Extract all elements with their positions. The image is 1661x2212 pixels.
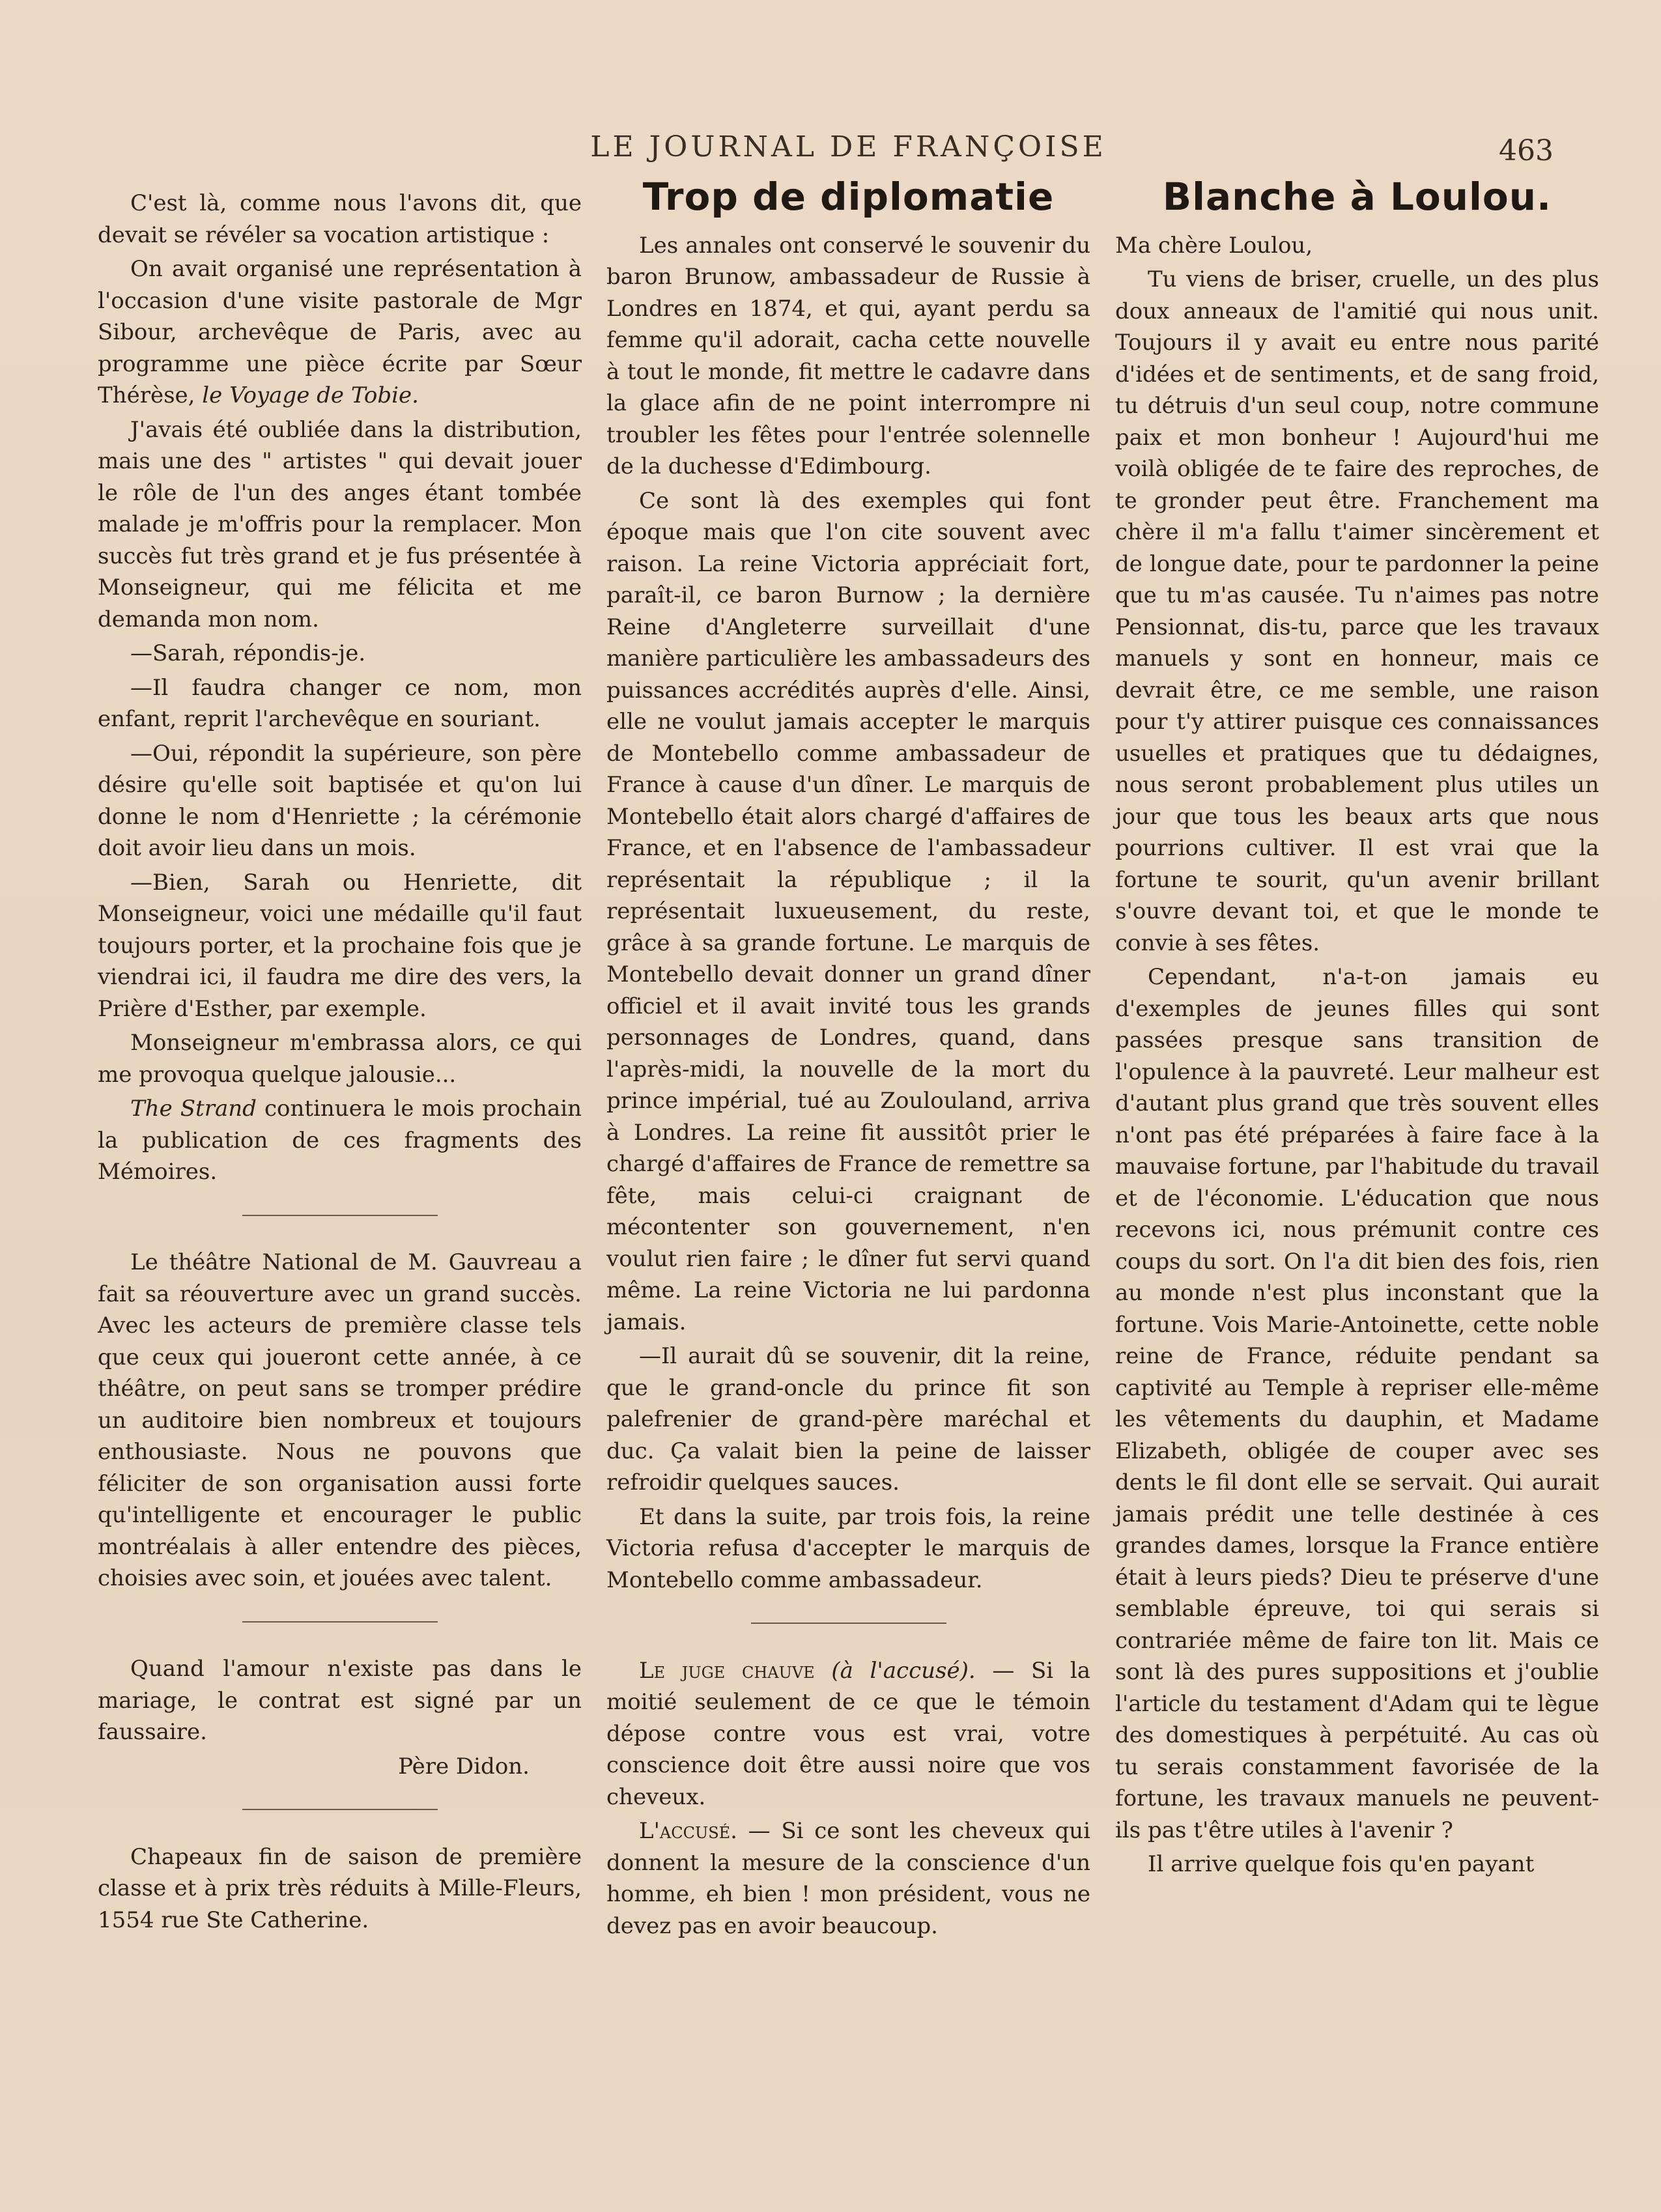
paragraph: Ce sont là des exemples qui font époque mais que l'on cite souvent avec raison. La reine Victoria appréciait fort, paraît-il, ce baron Burnow ; la dernière Reine d'Angleterre surveillait d'une manière particulière les ambassadeurs des puissances accrédités auprès d'elle. Ainsi, elle ne voulut jamais accepter le marquis de Montebello comme ambassadeur de France à cause d'un dîner. Le marquis de Montebello était alors chargé d'affaires de France, et en l'absence de l'ambassadeur représentait la république ; il la représentait luxueusement, du reste, grâce à sa grande fortune. Le marquis de Montebello devait donner un grand dîner officiel et il avait invité tous les grands personnages de Londres, quand, dans l'après-midi, la nouvelle de la mort du prince impérial, tué au Zoulouland, arriva à Londres. La reine fit aussitôt prier le chargé d'affaires de France de remettre sa fête, mais celui-ci craignant de mécontenter son gouvernement, n'en voulut rien faire ; le dîner fut servi quand même. La reine Victoria ne lui pardonna jamais. [606, 487, 1090, 1335]
paragraph: C'est là, comme nous l'avons dit, que devait se révéler sa vocation artistique : [98, 190, 582, 248]
strand-title: The Strand [130, 1096, 257, 1122]
paragraph: Et dans la suite, par trois fois, la reine Victoria refusa d'accepter le marquis de Montebello comme ambassadeur. [606, 1503, 1090, 1593]
salutation: Ma chère Loulou, [1115, 232, 1313, 259]
paragraph: Monseigneur m'embrassa alors, ce qui me provoqua quelque jalousie... [98, 1030, 582, 1088]
quote: Quand l'amour n'existe pas dans le mariage, le contrat est signé par un faussaire. [98, 1656, 582, 1745]
paragraph [98, 253, 582, 412]
accused-text: — Si ce sont les cheveux qui donnent la mesure de la conscience d'un homme, eh bien ! mon président, vous ne devez pas en avoir beaucoup. [606, 1818, 1090, 1939]
paragraph: —Il faudra changer ce nom, mon enfant, reprit l'archevêque en souriant. [98, 674, 582, 732]
paragraph: —Sarah, répondis-je. [130, 640, 366, 666]
paragraph-text: On avait organisé une représentation à l'occasion d'une visite pastorale de Mgr Sibour, archevêque de Paris, avec au programme une pièce écrite par Sœur Thérèse, [98, 256, 582, 408]
separator-ornament [98, 1198, 582, 1230]
columns [98, 175, 1599, 1944]
paragraph: —Bien, Sarah ou Henriette, dit Monseigneur, voici une médaille qu'il faut toujours porter, et la prochaine fois que je viendrai ici, il faudra me dire des vers, la Prière d'Esther, par exemple. [98, 869, 582, 1022]
paragraph: Il arrive quelque fois qu'en payant [1148, 1851, 1535, 1877]
paragraph: Cependant, n'a-t-on jamais eu d'exemples de jeunes filles qui sont passées presque sans transition de l'opulence à la pauvreté. Leur malheur est d'autant plus grand que très souvent elles n'ont pas été préparées à faire face à la mauvaise fortune, par l'habitude du travail et de l'économie. L'éducation que nous recevons ici, nous prémunit contre ces coups du sort. On l'a dit bien des fois, rien au monde n'est plus inconstant que la fortune. Vois Marie-Antoinette, cette noble reine de France, réduite pendant sa captivité au Temple à repriser elle-même les vêtements du dauphin, et Madame Elizabeth, obligée de couper avec ses dents le fil dont elle se servait. Qui aurait jamais prédit une telle destinée à ces grandes dames, lorsque la France entière était à leurs pieds? Dieu te préserve d'une semblable épreuve, toi qui serais si contrariée même de faire ton lit. Mais ce sont là des pures suppositions et j'oublie l'article du testament d'Adam qui te lègue des domestiques à perpétuité. Au cas où tu serais constamment favorisée de la fortune, les travaux manuels ne peuvent-ils pas t'être utiles à l'avenir ? [1115, 964, 1599, 1843]
quote-author: Père Didon. [398, 1753, 530, 1780]
theatre-notice: Le théâtre National de M. Gauvreau a fait sa réouverture avec un grand succès. Avec les acteurs de première classe tels que ceux qui joueront cette année, à ce théâtre, on peut sans se tromper prédire un auditoire bien nombreux et toujours enthousiaste. Nous ne pouvons que féliciter de son organisation aussi forte qu'intelligente et encourager le public montréalais à aller entendre des pièces, choisies avec soin, et jouées avec talent. [98, 1249, 582, 1591]
judge-label: Le juge chauve [639, 1657, 815, 1684]
letter-headline: Blanche à Loulou. [1162, 175, 1552, 219]
judge-anecdote [606, 1655, 1090, 1813]
article-headline: Trop de diplomatie [642, 175, 1055, 219]
paragraph [98, 1093, 582, 1188]
separator-ornament [98, 1605, 582, 1637]
column-left [98, 188, 582, 1944]
paragraph: J'avais été oubliée dans la distribution, mais une des " artistes " qui devait jouer le rôle de l'un des anges étant tombée malade je m'offris pour la remplacer. Mon succès fut très grand et je fus présentée à Monseigneur, qui me félicita et me demanda mon nom. [98, 416, 582, 632]
paragraph: —Oui, répondit la supérieure, son père désire qu'elle soit baptisée et qu'on lui donne le nom d'Henriette ; la cérémonie doit avoir lieu dans un mois. [98, 740, 582, 861]
page-number: 463 [1499, 134, 1554, 167]
paragraph-text: continuera le mois prochain la publication de ces fragments des Mémoires. [98, 1096, 582, 1185]
running-head [98, 130, 1599, 176]
play-title: le Voyage de Tobie. [202, 382, 419, 408]
separator-ornament [606, 1606, 1090, 1638]
column-right [1115, 175, 1599, 1944]
paragraph: Les annales ont conservé le souvenir du baron Brunow, ambassadeur de Russie à Londres en 1874, et qui, ayant perdu sa femme qu'il adorait, cacha cette nouvelle à tout le monde, fit mettre le cadavre dans la glace afin de ne point interrompre ni troubler les fêtes pour l'entrée solennelle de la duchesse d'Edimbourg. [606, 232, 1090, 479]
separator-ornament [98, 1793, 582, 1824]
journal-title: LE JOURNAL DE FRANÇOISE [590, 130, 1107, 163]
judge-aside: (à l'accusé). [831, 1657, 976, 1684]
accused-label: L'accusé. [639, 1818, 737, 1844]
paragraph: Tu viens de briser, cruelle, un des plus doux anneaux de l'amitié qui nous unit. Toujours il y avait eu entre nous parité d'idées et de sentiments, et de sang froid, tu détruis d'un seul coup, notre commune paix et mon bonheur ! Aujourd'hui me voilà obligée de te faire des reproches, de te gronder peut être. Franchement ma chère il m'a fallu t'aimer sincèrement et de longue date, pour te pardonner la peine que tu m'as causée. Tu n'aimes pas notre Pensionnat, dis-tu, parce que les travaux manuels y sont en honneur, mais ce devrait être, ce me semble, une raison pour t'y attirer puisque ces connaissances usuelles et pratiques que tu dédaignes, nous seront probablement plus utiles un jour que tous les beaux arts que nous pourrions cultiver. Il est vrai que la fortune te sourit, qu'un avenir brillant s'ouvre devant toi, et que le monde te convie à ses fêtes. [1115, 266, 1599, 956]
advertisement: Chapeaux fin de saison de première classe et à prix très réduits à Mille-Fleurs, 1554 rue Ste Catherine. [98, 1843, 582, 1933]
accused-reply [606, 1815, 1090, 1942]
column-middle [606, 175, 1090, 1944]
judge-text: — Si la moitié seulement de ce que le témoin dépose contre vous est vrai, votre conscience doit être aussi noire que vos cheveux. [606, 1657, 1090, 1810]
paragraph: —Il aurait dû se souvenir, dit la reine, que le grand-oncle du prince fit son palefrenier de grand-père maréchal et duc. Ça valait bien la peine de laisser refroidir quelques sauces. [606, 1343, 1090, 1496]
